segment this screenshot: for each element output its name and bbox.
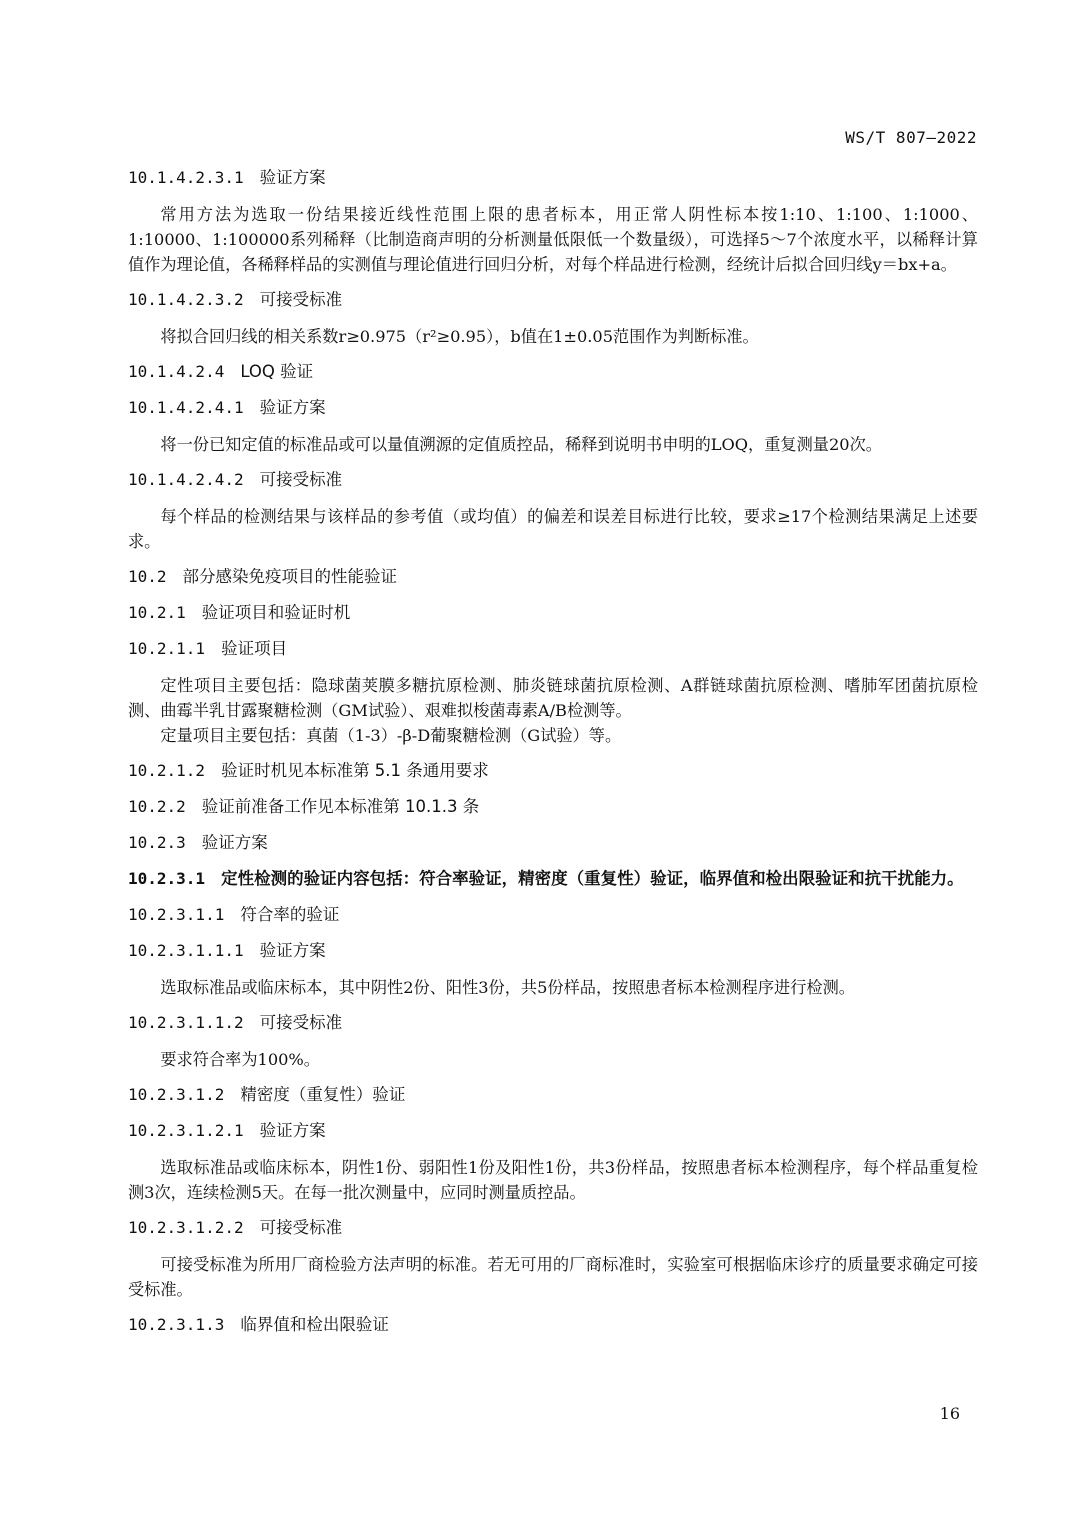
standard-code: WS/T 807—2022 <box>845 128 977 147</box>
section-heading <box>128 1083 978 1107</box>
section-heading <box>128 396 978 420</box>
section-title: 可接受标准 <box>259 470 343 489</box>
section-heading <box>128 166 978 190</box>
section-number: 10.2.1 <box>128 603 186 622</box>
paragraph: 将一份已知定值的标准品或可以量值溯源的定值质控品，稀释到说明书申明的LOQ，重复测量20次。 <box>160 435 882 454</box>
section-heading <box>128 759 978 783</box>
section-title: 可接受标准 <box>259 1218 343 1237</box>
section-number: 10.2.2 <box>128 797 186 816</box>
page-number: 16 <box>939 1404 960 1423</box>
section-number: 10.2.3.1.2.1 <box>128 1121 244 1140</box>
section-title: 验证方案 <box>259 398 326 417</box>
section-number: 10.2.3.1 <box>128 869 206 888</box>
section-number: 10.1.4.2.3.2 <box>128 290 244 309</box>
section-number: 10.2.3.1.2.2 <box>128 1218 244 1237</box>
section-number: 10.2.1.1 <box>128 639 206 658</box>
section-title: 验证方案 <box>259 941 326 960</box>
section-heading <box>128 1011 978 1035</box>
section-title: 验证方案 <box>201 833 268 852</box>
section-number: 10.1.4.2.4 <box>128 362 225 381</box>
paragraph: 每个样品的检测结果与该样品的参考值（或均值）的偏差和误差目标进行比较，要求≥17个检测结果满足上述要求。 <box>128 507 978 551</box>
section-heading <box>128 360 978 384</box>
section-number: 10.2.3.1.1.2 <box>128 1013 244 1032</box>
section-number: 10.1.4.2.3.1 <box>128 168 244 187</box>
paragraph: 选取标准品或临床标本，其中阴性2份、阳性3份，共5份样品，按照患者标本检测程序进行检测。 <box>160 978 855 997</box>
document-body <box>128 166 978 1349</box>
section-title: 符合率的验证 <box>240 905 340 924</box>
paragraph: 常用方法为选取一份结果接近线性范围上限的患者标本，用正常人阴性标本按1:10、1:100、1:1000、1:10000、1:100000系列稀释（比制造商声明的分析测量低限低一个数量级），可选择5～7个浓度水平，以稀释计算值作为理论值，各稀释样品的实测值与理论值进行回归分析，对每个样品进行检测，经统计后拟合回归线y＝bx+a。 <box>128 205 978 274</box>
section-number: 10.1.4.2.4.2 <box>128 470 244 489</box>
section-heading <box>128 1313 978 1337</box>
section-heading <box>128 831 978 855</box>
section-title: 部分感染免疫项目的性能验证 <box>182 567 398 586</box>
section-number: 10.1.4.2.4.1 <box>128 398 244 417</box>
section-title: 可接受标准 <box>259 290 343 309</box>
section-title: 验证方案 <box>259 168 326 187</box>
section-title: 定性检测的验证内容包括：符合率验证，精密度（重复性）验证，临界值和检出限验证和抗干扰能力。 <box>221 869 964 888</box>
section-heading <box>128 1119 978 1143</box>
section-heading <box>128 601 978 625</box>
paragraph: 选取标准品或临床标本，阴性1份、弱阳性1份及阳性1份，共3份样品，按照患者标本检测程序，每个样品重复检测3次，连续检测5天。在每一批次测量中，应同时测量质控品。 <box>128 1158 978 1202</box>
section-title: 可接受标准 <box>259 1013 343 1032</box>
section-title: 精密度（重复性）验证 <box>240 1085 406 1104</box>
section-number: 10.2.1.2 <box>128 761 206 780</box>
paragraph: 可接受标准为所用厂商检验方法声明的标准。若无可用的厂商标准时，实验室可根据临床诊疗的质量要求确定可接受标准。 <box>128 1255 978 1299</box>
section-title: 验证项目和验证时机 <box>201 603 351 622</box>
section-heading <box>128 288 978 312</box>
section-heading <box>128 867 978 891</box>
paragraph: 要求符合率为100%。 <box>160 1050 320 1069</box>
section-heading <box>128 939 978 963</box>
section-title: 验证前准备工作见本标准第 10.1.3 条 <box>201 797 480 816</box>
paragraph: 将拟合回归线的相关系数r≥0.975（r²≥0.95），b值在1±0.05范围作为判断标准。 <box>160 327 759 346</box>
section-number: 10.2.3.1.1 <box>128 905 225 924</box>
section-number: 10.2.3 <box>128 833 186 852</box>
paragraph: 定性项目主要包括：隐球菌荚膜多糖抗原检测、肺炎链球菌抗原检测、A群链球菌抗原检测、嗜肺军团菌抗原检测、曲霉半乳甘露聚糖检测（GM试验）、艰难拟梭菌毒素A/B检测等。 <box>128 676 978 720</box>
section-title: 验证项目 <box>221 639 288 658</box>
paragraph: 定量项目主要包括：真菌（1-3）-β-D葡聚糖检测（G试验）等。 <box>160 726 622 745</box>
section-heading <box>128 795 978 819</box>
section-heading <box>128 637 978 661</box>
section-heading <box>128 1216 978 1240</box>
section-title: LOQ 验证 <box>240 362 314 381</box>
section-number: 10.2.3.1.3 <box>128 1315 225 1334</box>
section-number: 10.2.3.1.2 <box>128 1085 225 1104</box>
section-heading <box>128 468 978 492</box>
section-title: 验证方案 <box>259 1121 326 1140</box>
section-heading <box>128 565 978 589</box>
section-number: 10.2.3.1.1.1 <box>128 941 244 960</box>
section-heading <box>128 903 978 927</box>
section-number: 10.2 <box>128 567 167 586</box>
section-title: 验证时机见本标准第 5.1 条通用要求 <box>221 761 489 780</box>
section-title: 临界值和检出限验证 <box>240 1315 389 1334</box>
